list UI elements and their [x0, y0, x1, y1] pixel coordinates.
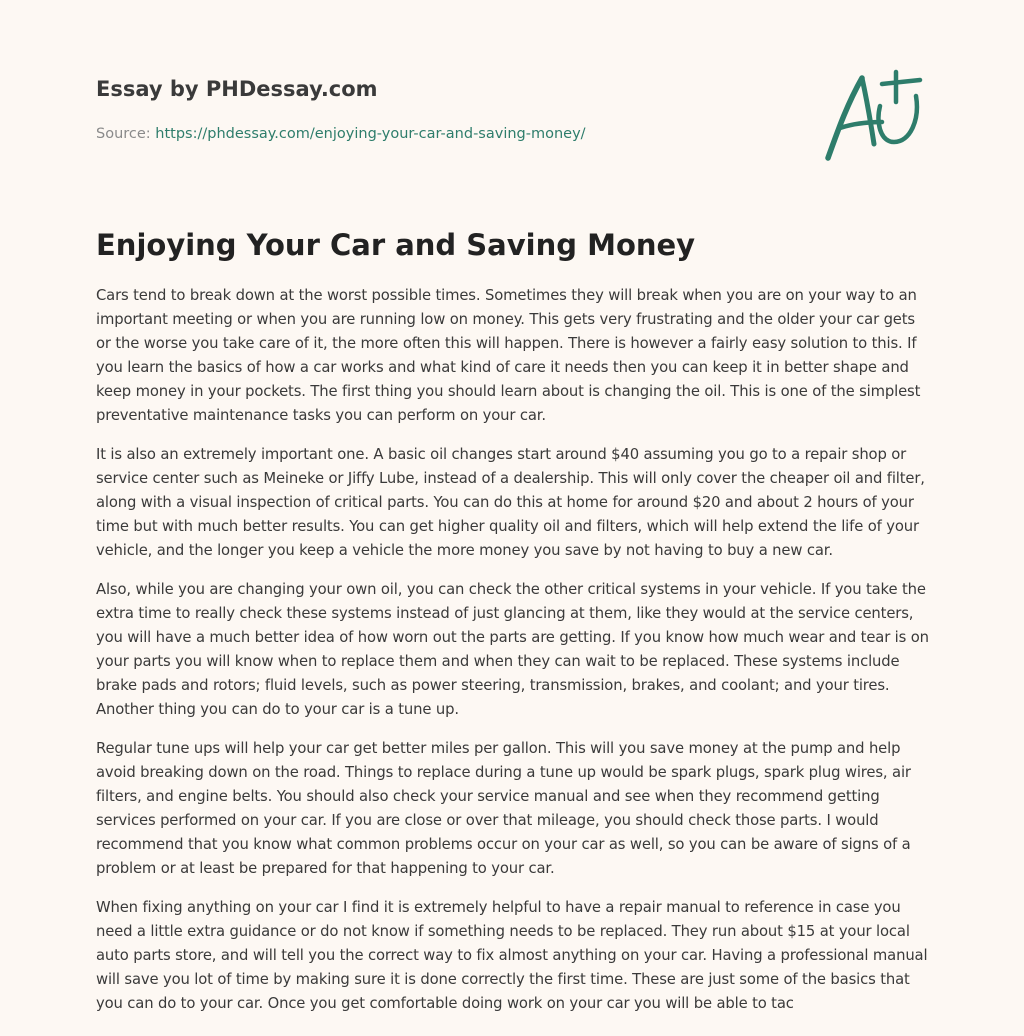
document-header	[96, 74, 796, 144]
essay-paragraph: Regular tune ups will help your car get better miles per gallon. This will you save money at the pump and help avoid breaking down on the road. Things to replace during a tune up would be spark plugs, spark plug wires, air filters, and engine belts. You should also check your service manual and see when they recommend getting services performed on your car. If you are close or over that mileage, you should check those parts. I would recommend that you know what common problems occur on your car as well, so you can be aware of signs of a problem or at least be prepared for that happening to your car.	[96, 740, 911, 877]
essay-title: Enjoying Your Car and Saving Money	[96, 228, 696, 262]
essay-paragraph: Cars tend to break down at the worst possible times. Sometimes they will break when you are on your way to an important meeting or when you are running low on money. This gets very frustrating and the older your car gets or the worse you take care of it, the more often this will happen. There is however a fairly easy solution to this. If you learn the basics of how a car works and what kind of care it needs then you can keep it in better shape and keep money in your pockets. The first thing you should learn about is changing the oil. This is one of the simplest preventative maintenance tasks you can perform on your car.	[96, 287, 921, 424]
essay-paragraph: When fixing anything on your car I find it is extremely helpful to have a repair manual to reference in case you need a little extra guidance or do not know if something needs to be replaced. They run about $15 at your local auto parts store, and will tell you the correct way to fix almost anything on your car. Having a professional manual will save you lot of time by making sure it is done correctly the first time. These are just some of the basics that you can do to your car. Once you get comfortable doing work on your car you will be able to tac	[96, 899, 928, 1012]
essay-paragraph: It is also an extremely important one. A basic oil changes start around $40 assuming you go to a repair shop or service center such as Meineke or Jiffy Lube, instead of a dealership. This will only cover the cheaper oil and filter, along with a visual inspection of critical parts. You can do this at home for around $20 and about 2 hours of your time but with much better results. You can get higher quality oil and filters, which will help extend the life of your vehicle, and the longer you keep a vehicle the more money you save by not having to buy a new car.	[96, 446, 925, 559]
essay-body	[96, 284, 932, 1031]
brand-title: Essay by PHDessay.com	[96, 77, 378, 101]
source-link[interactable]: https://phdessay.com/enjoying-your-car-and-saving-money/	[155, 126, 586, 142]
essay-paragraph: Also, while you are changing your own oil, you can check the other critical systems in your vehicle. If you take the extra time to really check these systems instead of just glancing at them, like they would at the service centers, you will have a much better idea of how worn out the parts are getting. If you know how much wear and tear is on your parts you will know when to replace them and when they can wait to be replaced. These systems include brake pads and rotors; fluid levels, such as power steering, transmission, brakes, and coolant; and your tires. Another thing you can do to your car is a tune up.	[96, 581, 929, 718]
source-line	[96, 124, 796, 144]
source-label: Source:	[96, 126, 156, 142]
a-plus-grade-icon	[822, 66, 928, 166]
